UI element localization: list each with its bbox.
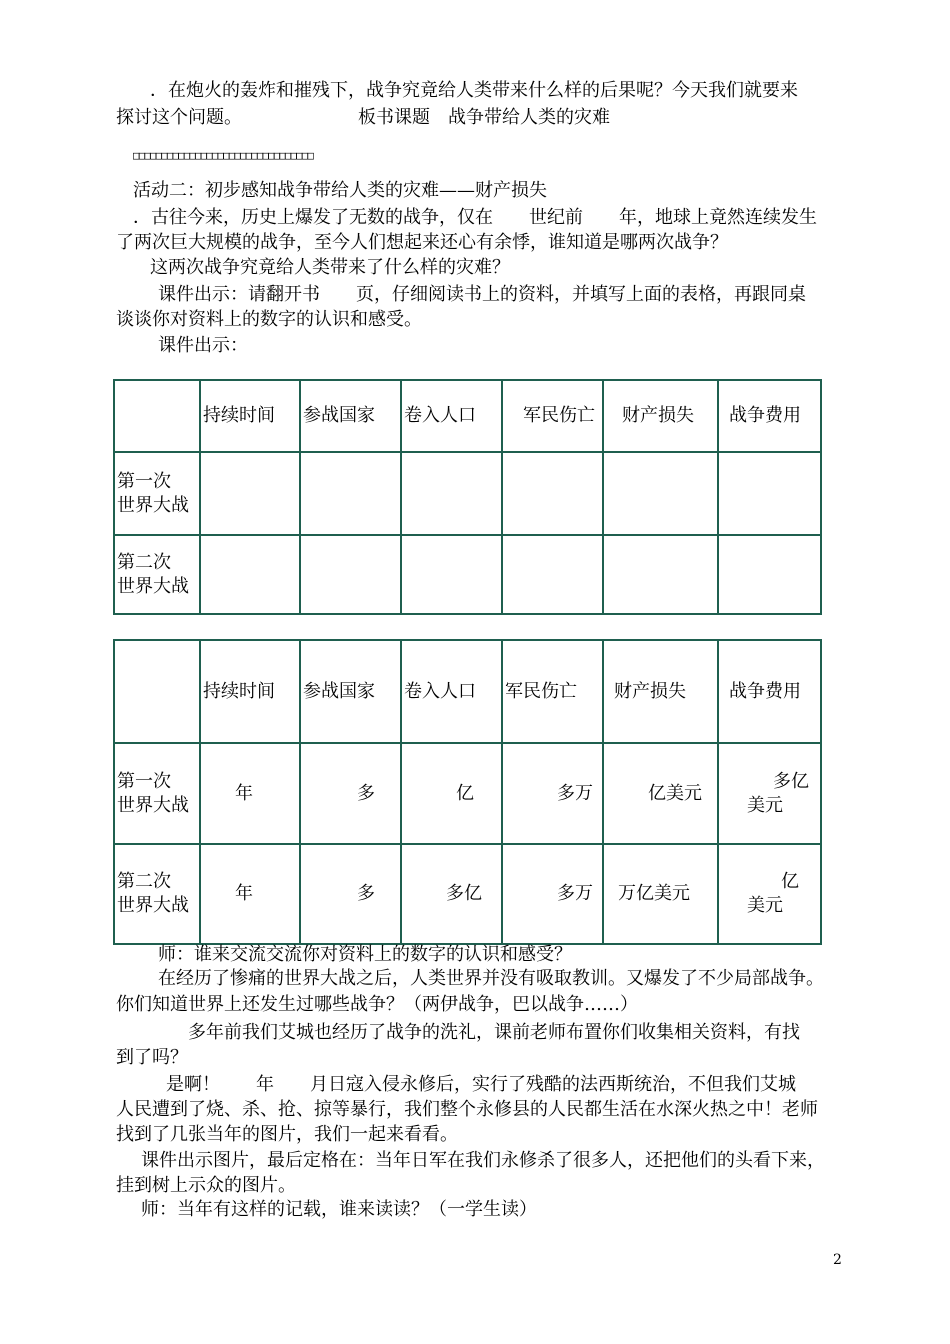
header-property-loss: 财产损失 (603, 380, 718, 452)
cell-duration: 年 (200, 743, 300, 844)
paragraph-line: 多年前我们艾城也经历了战争的洗礼，课前老师布置你们收集相关资料，有找 (188, 1022, 800, 1043)
filled-table (113, 639, 822, 945)
header-casualties: 军民伤亡 (502, 380, 603, 452)
paragraph-line: 挂到树上示众的图片。 (116, 1175, 296, 1196)
header-duration: 持续时间 (200, 380, 300, 452)
cell-property-loss: 亿美元 (603, 743, 718, 844)
table-row (114, 844, 821, 944)
intro-line-2: 探讨这个问题。 (116, 107, 242, 128)
table-header-row (114, 380, 821, 452)
paragraph-line: 你们知道世界上还发生过哪些战争？（两伊战争，巴以战争……） (116, 994, 638, 1015)
cell-countries: 多 (300, 844, 401, 944)
cell-countries: 多 (300, 743, 401, 844)
table-corner-cell (114, 640, 200, 743)
cell-population: 亿 (401, 743, 502, 844)
activity2-paragraph-1b: 了两次巨大规模的战争，至今人们想起来还心有余悸，谁知道是哪两次战争？ (116, 232, 728, 253)
activity2-paragraph-1a: ．古往今来，历史上爆发了无数的战争，仅在 世纪前 年，地球上竟然连续发生 (133, 207, 817, 228)
header-duration: 持续时间 (200, 640, 300, 743)
table-row (114, 743, 821, 844)
teacher-prompt: 师：当年有这样的记载，谁来读读？（一学生读） (141, 1199, 537, 1220)
table-row (114, 535, 821, 614)
header-war-cost: 战争费用 (718, 380, 821, 452)
paragraph-line: 人民遭到了烧、杀、抢、掠等暴行，我们整个永修县的人民都生活在水深火热之中！老师 (116, 1099, 818, 1120)
table-corner-cell (114, 380, 200, 452)
activity2-paragraph-4: 课件出示： (158, 335, 248, 356)
table-row (114, 452, 821, 535)
paragraph-line: 在经历了惨痛的世界大战之后，人类世界并没有吸取教训。又爆发了不少局部战争。 (158, 968, 824, 989)
intro-line-1: ．在炮火的轰炸和摧残下，战争究竟给人类带来什么样的后果呢？今天我们就要来 (150, 80, 798, 101)
row-label-ww2: 第二次 世界大战 (114, 535, 200, 614)
header-countries: 参战国家 (300, 640, 401, 743)
cell-property-loss: 万亿美元 (603, 844, 718, 944)
cell-population: 多亿 (401, 844, 502, 944)
row-label-ww1: 第一次 世界大战 (114, 452, 200, 535)
activity2-heading: 活动二：初步感知战争带给人类的灾难——财产损失 (133, 180, 547, 201)
activity2-paragraph-3b: 谈谈你对资料上的数字的认识和感受。 (116, 309, 422, 330)
cell-duration: 年 (200, 844, 300, 944)
header-casualties: 军民伤亡 (502, 640, 603, 743)
row-label-ww2: 第二次 世界大战 (114, 844, 200, 944)
table-header-row (114, 640, 821, 743)
cell-casualties: 多万 (502, 844, 603, 944)
header-war-cost: 战争费用 (718, 640, 821, 743)
activity2-paragraph-2: 这两次战争究竟给人类带来了什么样的灾难？ (150, 257, 510, 278)
lesson-title: 板书课题 战争带给人类的灾难 (358, 107, 610, 128)
cell-casualties: 多万 (502, 743, 603, 844)
divider-squares: □□□□□□□□□□□□□□□□□□□□□□□□□□□□□□□□ (133, 149, 313, 162)
teacher-question: 师：谁来交流交流你对资料上的数字的认识和感受？ (158, 944, 572, 965)
header-population: 卷入人口 (401, 640, 502, 743)
page-number: 2 (833, 1252, 842, 1268)
paragraph-line: 是啊！ 年 月日寇入侵永修后，实行了残酷的法西斯统治，不但我们艾城 (166, 1074, 796, 1095)
header-population: 卷入人口 (401, 380, 502, 452)
paragraph-line: 到了吗？ (116, 1047, 188, 1068)
paragraph-line: 找到了几张当年的图片，我们一起来看看。 (116, 1124, 458, 1145)
cell-war-cost: 多亿 美元 (718, 743, 821, 844)
paragraph-line: 课件出示图片，最后定格在：当年日军在我们永修杀了很多人，还把他们的头看下来， (141, 1150, 825, 1171)
blank-table (113, 379, 822, 615)
header-countries: 参战国家 (300, 380, 401, 452)
cell-war-cost: 亿 美元 (718, 844, 821, 944)
row-label-ww1: 第一次 世界大战 (114, 743, 200, 844)
header-property-loss: 财产损失 (603, 640, 718, 743)
activity2-paragraph-3a: 课件出示：请翻开书 页，仔细阅读书上的资料，并填写上面的表格，再跟同桌 (158, 284, 806, 305)
